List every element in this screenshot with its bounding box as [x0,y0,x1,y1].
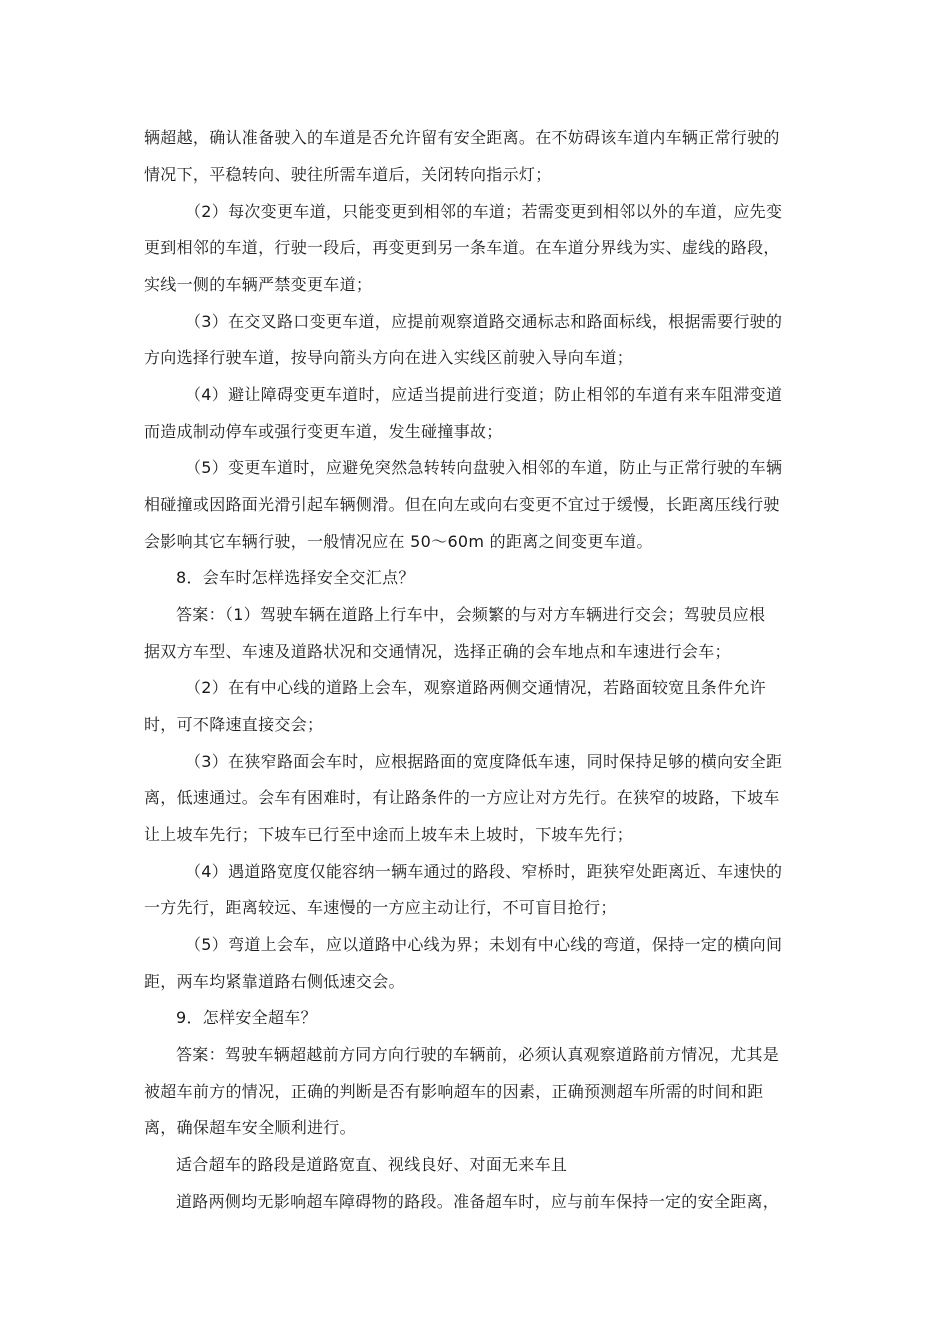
body-text-line: 辆超越，确认准备驶入的车道是否允许留有安全距离。在不妨碍该车道内车辆正常行驶的 [144,128,780,147]
body-text-line: 时，可不降速直接交会； [144,715,324,734]
body-text-line: 据双方车型、车速及道路状况和交通情况，选择正确的会车地点和车速进行会车； [144,642,731,661]
question-heading: 8．会车时怎样选择安全交汇点？ [176,568,415,587]
body-text-line: 会影响其它车辆行驶，一般情况应在 50～60m 的距离之间变更车道。 [144,532,653,551]
body-text-line: 更到相邻的车道，行驶一段后，再变更到另一条车道。在车道分界线为实、虚线的路段， [144,238,780,257]
body-text-line: （5）弯道上会车，应以道路中心线为界；未划有中心线的弯道，保持一定的横向间 [185,935,783,954]
body-text-line: 情况下，平稳转向、驶往所需车道后，关闭转向指示灯； [144,165,552,184]
answer-text-line: 答案：（1）驾驶车辆在道路上行车中，会频繁的与对方车辆进行交会；驾驶员应根 [176,605,766,624]
question-heading: 9．怎样安全超车？ [176,1008,317,1027]
body-text-line: 被超车前方的情况，正确的判断是否有影响超车的因素，正确预测超车所需的时间和距 [144,1082,764,1101]
body-text-line: 离，确保超车安全顺利进行。 [144,1118,356,1137]
body-text-line: 一方先行，距离较远、车速慢的一方应主动让行，不可盲目抢行； [144,898,617,917]
body-text-line: 实线一侧的车辆严禁变更车道； [144,275,373,294]
body-text-line: 让上坡车先行；下坡车已行至中途而上坡车未上坡时，下坡车先行； [144,825,634,844]
body-text-line: 方向选择行驶车道，按导向箭头方向在进入实线区前驶入导向车道； [144,348,634,367]
body-text-line: （2）在有中心线的道路上会车，观察道路两侧交通情况，若路面较宽且条件允许 [185,678,766,697]
answer-text-line: 答案：驾驶车辆超越前方同方向行驶的车辆前，必须认真观察道路前方情况，尤其是 [176,1045,780,1064]
body-text-line: 适合超车的路段是道路宽直、视线良好、对面无来车且 [176,1155,568,1174]
body-text-line: （3）在狭窄路面会车时，应根据路面的宽度降低车速，同时保持足够的横向安全距 [185,752,783,771]
body-text-line: （2）每次变更车道，只能变更到相邻的车道；若需变更到相邻以外的车道，应先变 [185,202,783,221]
body-text-line: 离，低速通过。会车有困难时，有让路条件的一方应让对方先行。在狭窄的坡路，下坡车 [144,788,780,807]
body-text-line: （4）遇道路宽度仅能容纳一辆车通过的路段、窄桥时，距狭窄处距离近、车速快的 [185,862,783,881]
body-text-line: 相碰撞或因路面光滑引起车辆侧滑。但在向左或向右变更不宜过于缓慢，长距离压线行驶 [144,495,780,514]
body-text-line: 道路两侧均无影响超车障碍物的路段。准备超车时，应与前车保持一定的安全距离， [176,1192,780,1211]
body-text-line: （3）在交叉路口变更车道，应提前观察道路交通标志和路面标线，根据需要行驶的 [185,312,783,331]
body-text-line: 而造成制动停车或强行变更车道，发生碰撞事故； [144,422,503,441]
body-text-line: （5）变更车道时，应避免突然急转转向盘驶入相邻的车道，防止与正常行驶的车辆 [185,458,783,477]
body-text-line: （4）避让障碍变更车道时，应适当提前进行变道；防止相邻的车道有来车阻滞变道 [185,385,783,404]
body-text-line: 距，两车均紧靠道路右侧低速交会。 [144,972,405,991]
